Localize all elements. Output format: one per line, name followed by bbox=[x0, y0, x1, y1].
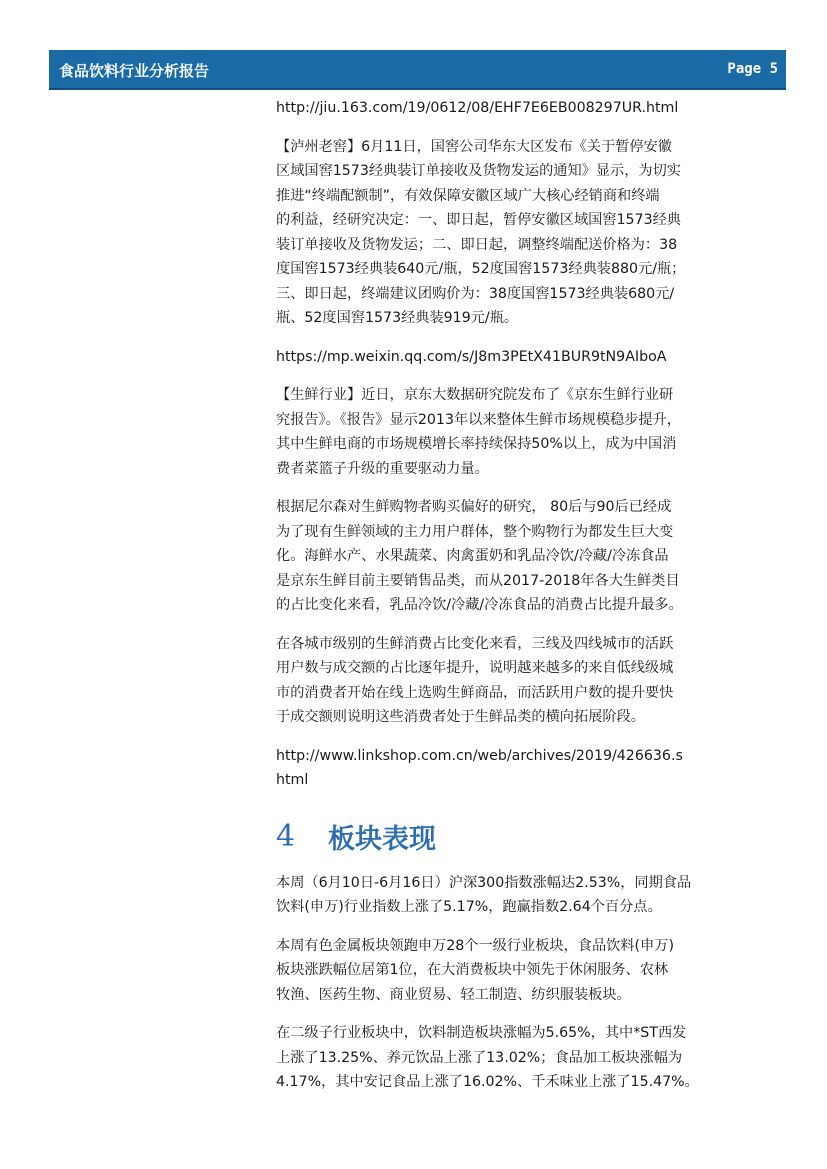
text-line: 费者菜篮子升级的重要驱动力量。 bbox=[276, 460, 489, 477]
report-header-bar bbox=[49, 50, 786, 90]
text-line: 板块涨跌幅位居第1位，在大消费板块中领先于休闲服务、农林 bbox=[276, 962, 669, 978]
text-line: 其中生鲜电商的市场规模增长率持续保持50%以上，成为中国消 bbox=[276, 436, 677, 452]
link-text-line[interactable]: http://www.linkshop.com.cn/web/archives/2019/426636.s bbox=[276, 747, 683, 764]
text-line: 为了现有生鲜领域的主力用户群体，整个购物行为都发生巨大变 bbox=[276, 523, 674, 540]
text-line: 根据尼尔森对生鲜购物者购买偏好的研究， 80后与90后已经成 bbox=[276, 499, 672, 515]
link-text-line[interactable]: http://jiu.163.com/19/0612/08/EHF7E6EB008297UR.html bbox=[276, 100, 679, 116]
link-text-line[interactable]: html bbox=[276, 772, 309, 788]
text-line: 于成交额则说明这些消费者处于生鲜品类的横向拓展阶段。 bbox=[276, 709, 645, 725]
text-line: 在各城市级别的生鲜消费占比变化来看，三线及四线城市的活跃 bbox=[276, 635, 674, 652]
text-line: 的利益，经研究决定：一、即日起，暂停安徽区域国窖1573经典 bbox=[276, 212, 681, 228]
text-line: 瓶、52度国窖1573经典装919元/瓶。 bbox=[276, 310, 519, 326]
text-line: 度国窖1573经典装640元/瓶，52度国窖1573经典装880元/瓶； bbox=[276, 261, 686, 277]
paragraph bbox=[276, 1021, 768, 1095]
text-line: 推进“终端配额制”，有效保障安徽区域广大核心经销商和终端 bbox=[276, 187, 660, 204]
text-line: 4.17%，其中安记食品上涨了16.02%、千禾味业上涨了15.47%。 bbox=[276, 1074, 699, 1090]
section-title: 板块表现 bbox=[328, 824, 436, 855]
source-link[interactable] bbox=[276, 744, 768, 793]
text-line: 区域国窖1573经典装订单接收及货物发运的通知》显示，为切实 bbox=[276, 163, 681, 179]
paragraph bbox=[276, 632, 768, 730]
page-number: Page 5 bbox=[727, 61, 778, 77]
text-line: 上涨了13.25%、养元饮品上涨了13.02%；食品加工板块涨幅为 bbox=[276, 1049, 683, 1066]
text-line: 【泸州老窖】6月11日，国窖公司华东大区发布《关于暂停安徽 bbox=[276, 138, 672, 155]
text-line: 装订单接收及货物发运；二、即日起，调整终端配送价格为：38 bbox=[276, 236, 678, 253]
source-link[interactable] bbox=[276, 96, 768, 121]
text-line: 饮料(申万)行业指数上涨了5.17%，跑赢指数2.64个百分点。 bbox=[276, 899, 662, 915]
paragraph bbox=[276, 495, 768, 618]
text-line: 【生鲜行业】近日，京东大数据研究院发布了《京东生鲜行业研 bbox=[276, 387, 674, 403]
text-line: 化。海鲜水产、水果蔬菜、肉禽蛋奶和乳品冷饮/冷藏/冷冻食品 bbox=[276, 548, 669, 564]
text-line: 本周（6月10日-6月16日）沪深300指数涨幅达2.53%，同期食品 bbox=[276, 874, 692, 891]
text-line: 究报告》。《报告》显示2013年以来整体生鲜市场规模稳步提升， bbox=[276, 411, 681, 428]
text-line: 是京东生鲜目前主要销售品类，而从2017-2018年各大生鲜类目 bbox=[276, 572, 680, 589]
text-line: 牧渔、医药生物、商业贸易、轻工制造、纺织服装板块。 bbox=[276, 986, 631, 1003]
text-line: 三、即日起，终端建议团购价为：38度国窖1573经典装680元/ bbox=[276, 285, 675, 302]
section-heading bbox=[276, 803, 768, 871]
section-number: 4 bbox=[276, 819, 296, 854]
text-line: 本周有色金属板块领跑申万28个一级行业板块，食品饮料(申万) bbox=[276, 937, 675, 954]
source-link[interactable] bbox=[276, 345, 768, 370]
paragraph bbox=[276, 934, 768, 1008]
report-title: 食品饮料行业分析报告 bbox=[59, 62, 210, 80]
text-line: 的占比变化来看，乳品冷饮/冷藏/冷冻食品的消费占比提升最多。 bbox=[276, 597, 683, 613]
paragraph bbox=[276, 383, 768, 481]
document-body bbox=[276, 96, 768, 1095]
paragraph bbox=[276, 135, 768, 331]
text-line: 市的消费者开始在线上选购生鲜商品，而活跃用户数的提升要快 bbox=[276, 684, 674, 701]
paragraph bbox=[276, 871, 768, 920]
text-line: 用户数与成交额的占比逐年提升，说明越来越多的来自低线级城 bbox=[276, 660, 674, 676]
link-text-line[interactable]: https://mp.weixin.qq.com/s/J8m3PEtX41BUR9tN9AIboA bbox=[276, 348, 667, 365]
text-line: 在二级子行业板块中，饮料制造板块涨幅为5.65%，其中*ST西发 bbox=[276, 1025, 687, 1041]
